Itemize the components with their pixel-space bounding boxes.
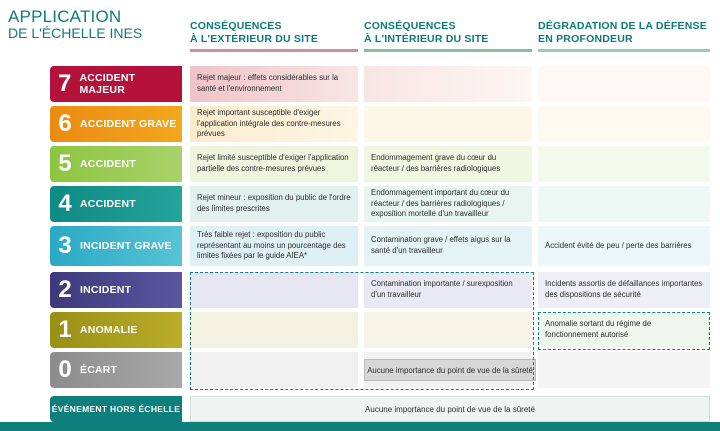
- cell-interieur-5: Endommagement grave du cœur du réacteur / des barrières radiologiques: [364, 146, 532, 182]
- level-label: ÉCART: [80, 363, 118, 376]
- level-number: 3: [58, 232, 72, 259]
- cell-defense-1: Anomalie sortant du régime de fonctionnement autorisé: [538, 312, 710, 348]
- column-header-interieur-line1: CONSÉQUENCES: [364, 20, 456, 32]
- cell-exterieur-3: Très faible rejet : exposition du public représentant au moins un pourcentage des limites fixées par le guide AIEA*: [190, 226, 358, 266]
- level-number: 2: [58, 276, 72, 303]
- page-title-line2: DE L'ÉCHELLE INES: [8, 24, 143, 41]
- table-row: [0, 226, 720, 272]
- level-label: ACCIDENT GRAVE: [80, 117, 177, 130]
- level-number: 4: [58, 190, 72, 217]
- level-badge-5: [50, 146, 182, 182]
- cell-interieur-2: Contamination importante / surexposition d'un travailleur: [364, 272, 532, 308]
- level-label: INCIDENT: [80, 283, 132, 296]
- cell-defense-4: [538, 186, 710, 222]
- column-header-defense-line2: EN PROFONDEUR: [538, 33, 633, 46]
- table-row: [0, 106, 720, 144]
- cell-interieur-7: [364, 66, 532, 102]
- cell-interieur-4: Endommagement important du cœur du réacteur / des barrières radiologiques / exposition mortelle d'un travailleur: [364, 186, 532, 222]
- cell-defense-2: Incidents assortis de défaillances importantes des dispositions de sécurité: [538, 272, 710, 308]
- footer-band: [0, 422, 720, 431]
- column-header-exterieur-line2: À L'EXTÉRIEUR DU SITE: [190, 33, 319, 46]
- hors-echelle-label: ÉVÉNEMENT HORS ÉCHELLE: [50, 396, 182, 422]
- level-number: 1: [58, 316, 72, 343]
- cell-exterieur-4: Rejet mineur : exposition du public de l'ordre des limites prescrites: [190, 186, 358, 222]
- table-row: [0, 146, 720, 184]
- level-badge-6: [50, 106, 182, 142]
- column-header-defense: [538, 20, 710, 52]
- cell-defense-5: [538, 146, 710, 182]
- cell-interieur-3: Contamination grave / effets aigus sur la santé d'un travailleur: [364, 226, 532, 266]
- cell-exterieur-7: Rejet majeur : effets considérables sur la santé et l'environnement: [190, 66, 358, 102]
- cell-interieur-6: [364, 106, 532, 142]
- level-label: ACCIDENT: [80, 157, 136, 170]
- level-badge-2: [50, 272, 182, 308]
- table-row: [0, 312, 720, 350]
- level-badge-7: [50, 66, 182, 102]
- level-badge-1: [50, 312, 182, 348]
- cell-exterieur-5: Rejet limité susceptible d'exiger l'application partielle des contre-mesures prévues: [190, 146, 358, 182]
- cell-defense-3: Accident évité de peu / perte des barrières: [538, 226, 710, 266]
- level-label: ANOMALIE: [80, 323, 138, 336]
- level-badge-4: [50, 186, 182, 222]
- table-row: [0, 352, 720, 390]
- cell-interieur-1: [364, 312, 532, 348]
- cell-interieur-0: Aucune importance du point de vue de la sûreté: [364, 359, 536, 381]
- level-number: 0: [58, 356, 72, 383]
- level-label: INCIDENT GRAVE: [80, 239, 172, 252]
- column-header-defense-line1: DÉGRADATION DE LA DÉFENSE: [538, 20, 707, 32]
- level-number: 6: [58, 110, 72, 137]
- level-number: 7: [58, 70, 72, 97]
- column-header-exterieur: [190, 20, 358, 52]
- table-row: [0, 186, 720, 224]
- column-header-interieur: [364, 20, 532, 52]
- column-header-exterieur-line1: CONSÉQUENCES: [190, 20, 282, 32]
- level-badge-0: [50, 352, 182, 388]
- level-label: ACCIDENT: [80, 197, 136, 210]
- cell-exterieur-2: [190, 272, 358, 308]
- hors-echelle-text: Aucune importance du point de vue de la sûreté: [190, 396, 710, 422]
- column-header-interieur-line2: À L'INTÉRIEUR DU SITE: [364, 33, 489, 46]
- level-badge-3: [50, 226, 182, 266]
- page-title: [8, 8, 184, 41]
- page-title-line1: APPLICATION: [8, 7, 122, 26]
- cell-defense-7: [538, 66, 710, 102]
- cell-defense-0: [538, 352, 710, 388]
- cell-exterieur-6: Rejet important susceptible d'exiger l'application intégrale des contre-mesures prévues: [190, 106, 358, 142]
- cell-exterieur-0: [190, 352, 358, 388]
- cell-defense-6: [538, 106, 710, 142]
- table-row: [0, 272, 720, 310]
- table-row: [0, 66, 720, 104]
- level-number: 5: [58, 150, 72, 177]
- level-label: ACCIDENT MAJEUR: [79, 71, 136, 96]
- cell-exterieur-1: [190, 312, 358, 348]
